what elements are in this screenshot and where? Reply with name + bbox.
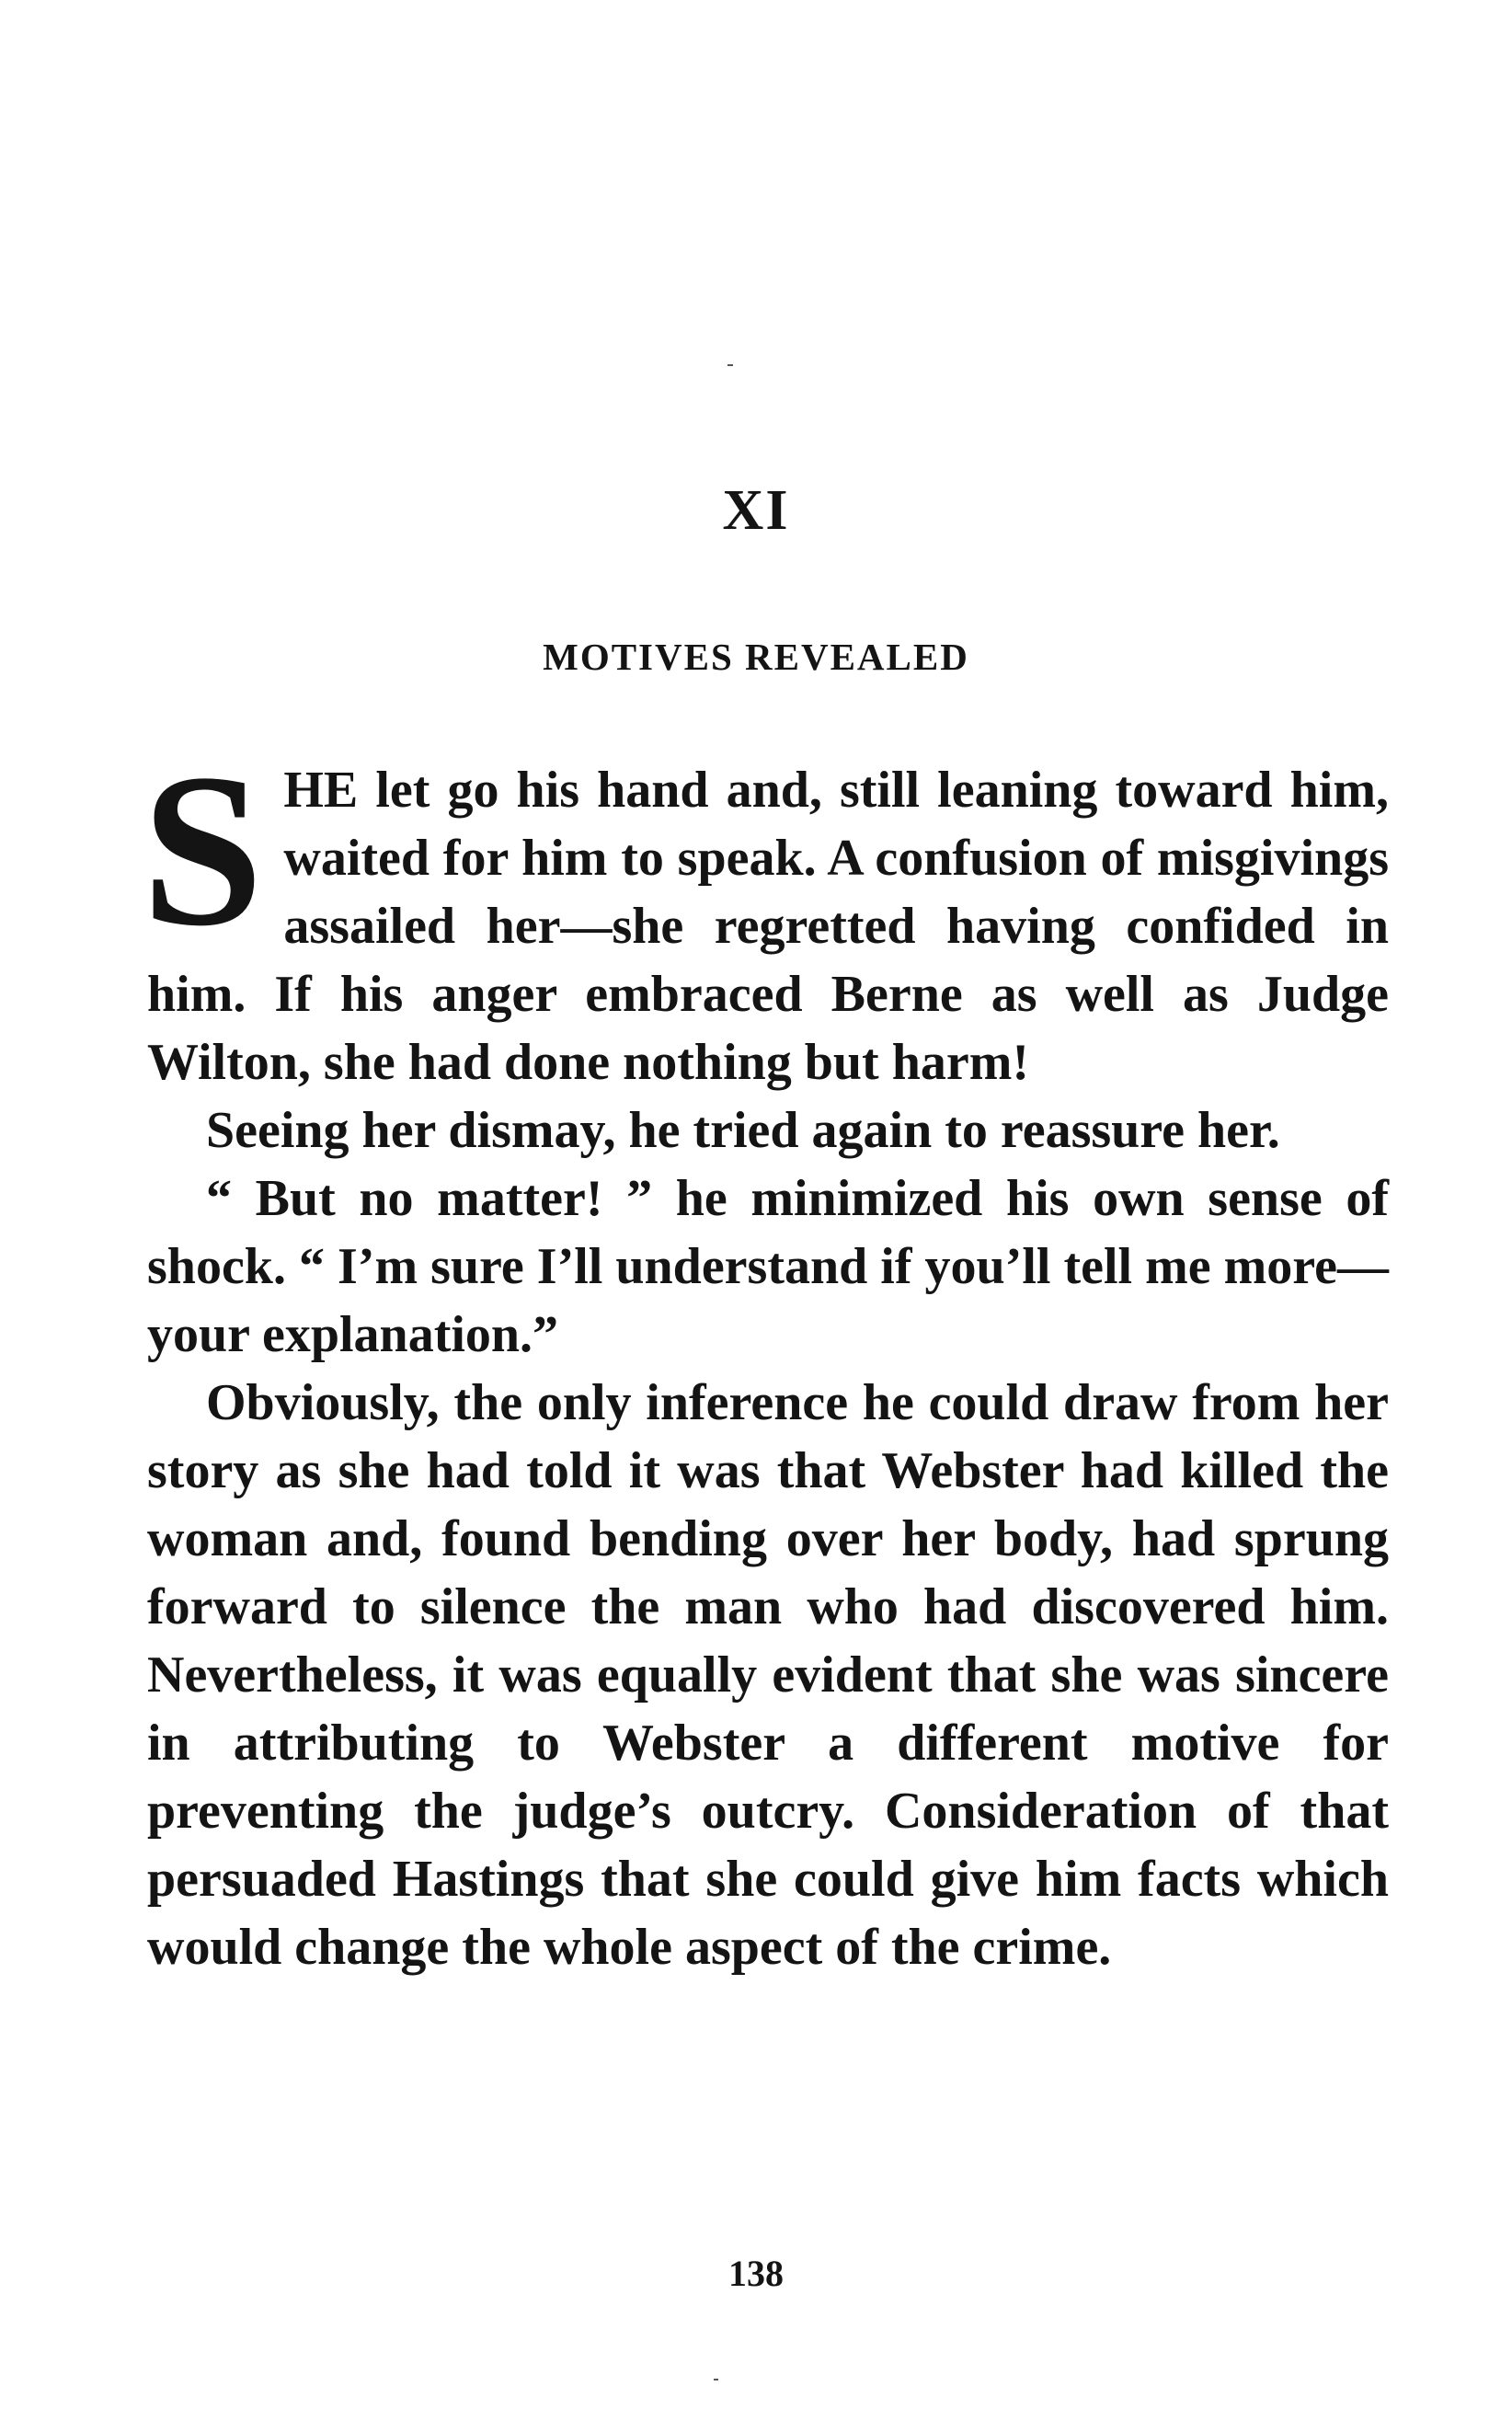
paragraph-3: “ But no matter! ” he minimized his own sense of shock. “ I’m sure I’ll understand if you’ll tell me more—your explanation.”: [147, 1170, 1389, 1363]
ink-speck: [727, 364, 733, 366]
page-number: 138: [728, 2253, 784, 2294]
paragraph-1-text: HE let go his hand and, still leaning toward him, waited for him to speak. A confusion of misgivings assailed her—she regretted having confided in him. If his anger embraced Berne as well as Judge Wilton, she had done nothing but harm!: [147, 762, 1389, 1091]
paragraph-1: [142, 729, 1389, 1096]
ink-speck: [714, 2379, 718, 2380]
drop-cap-letter: S: [142, 729, 264, 971]
chapter-body: [142, 729, 1389, 1981]
paragraph-2: Seeing her dismay, he tried again to reassure her.: [206, 1102, 1280, 1159]
paragraph-4: Obviously, the only inference he could draw from her story as she had told it was that Webster had killed the woman and, found bending over her body, had sprung forward to silence the man who had discovered him. Nevertheless, it was equally evident that she was sincere in attributing to Webster a different motive for preventing the judge’s outcry. Consideration of that persuaded Hastings that she could give him facts which would change the whole aspect of the crime.: [147, 1374, 1389, 1976]
chapter-title: MOTIVES REVEALED: [543, 636, 969, 678]
chapter-number: XI: [722, 479, 790, 542]
